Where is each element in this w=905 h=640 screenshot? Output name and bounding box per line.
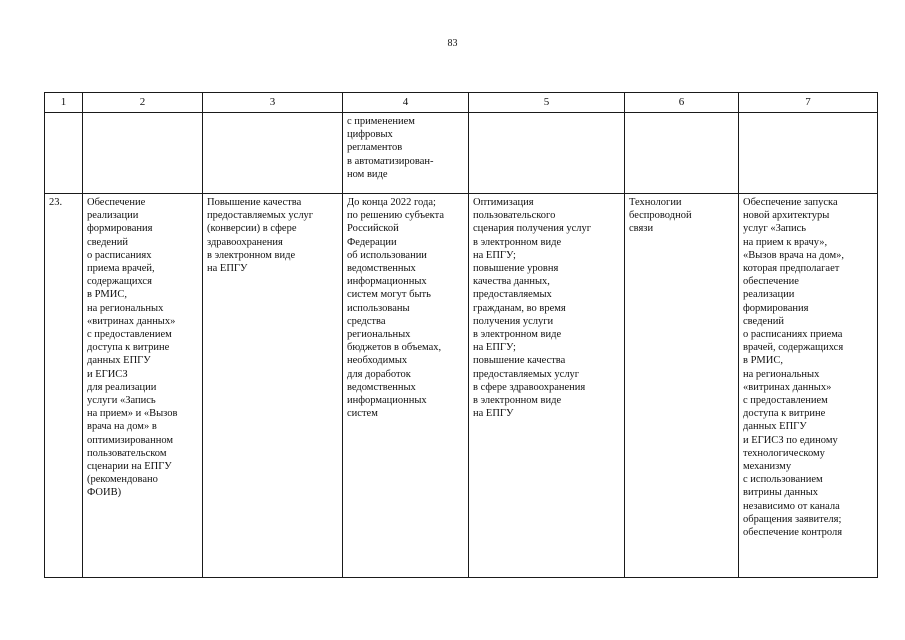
- table-row: [45, 113, 878, 194]
- page-number: 83: [447, 38, 458, 49]
- table-header-row: [45, 93, 878, 113]
- row-number-cell: [45, 113, 83, 194]
- result-cell: [739, 113, 878, 194]
- table-row: [45, 194, 878, 578]
- column-number-2: 2: [83, 93, 203, 113]
- goal-cell: Повышение качества предоставляемых услуг (конверсии) в сфере здравоохранения в электронном виде на ЕПГУ: [203, 194, 343, 578]
- column-number-1: 1: [45, 93, 83, 113]
- goal-cell: [203, 113, 343, 194]
- measure-cell: Обеспечение реализации формирования сведений о расписаниях приема врачей, содержащихся в РМИС, на региональных «витринах данных» с предоставлением доступа к витрине данных ЕПГУ и ЕГИСЗ для реализации услуги «Запись на прием» и «Вызов врача на дом» в оптимизированном пользовательском сценарии на ЕПГУ (рекомендовано ФОИВ): [83, 194, 203, 578]
- column-number-4: 4: [343, 93, 469, 113]
- document-table: [44, 92, 878, 578]
- effect-cell: Оптимизация пользовательского сценария получения услуг в электронном виде на ЕПГУ; повышение уровня качества данных, предоставляемых гражданам, во время получения услуги в электронном виде на ЕПГУ; повышение качества предоставляемых услуг в сфере здравоохранения в электронном виде на ЕПГУ: [469, 194, 625, 578]
- column-number-7: 7: [739, 93, 878, 113]
- technology-cell: Технологии беспроводной связи: [625, 194, 739, 578]
- effect-cell: [469, 113, 625, 194]
- measure-cell: [83, 113, 203, 194]
- row-number-cell: 23.: [45, 194, 83, 578]
- result-cell: Обеспечение запуска новой архитектуры услуг «Запись на прием к врачу», «Вызов врача на дом», которая предполагает обеспечение реализации формирования сведений о расписаниях приема врачей, содержащихся в РМИС, на региональных «витринах данных» с предоставлением доступа к витрине данных ЕПГУ и ЕГИСЗ по единому технологическому механизму с использованием витрины данных независимо от канала обращения заявителя; обеспечение контроля: [739, 194, 878, 578]
- column-number-5: 5: [469, 93, 625, 113]
- column-number-3: 3: [203, 93, 343, 113]
- column-number-6: 6: [625, 93, 739, 113]
- deadline-cell: До конца 2022 года; по решению субъекта Российской Федерации об использовании ведомственных информационных систем могут быть использованы средства региональных бюджетов в объемах, необходимых для доработок ведомственных информационных систем: [343, 194, 469, 578]
- technology-cell: [625, 113, 739, 194]
- deadline-cell: с применением цифровых регламентов в автоматизирован- ном виде: [343, 113, 469, 194]
